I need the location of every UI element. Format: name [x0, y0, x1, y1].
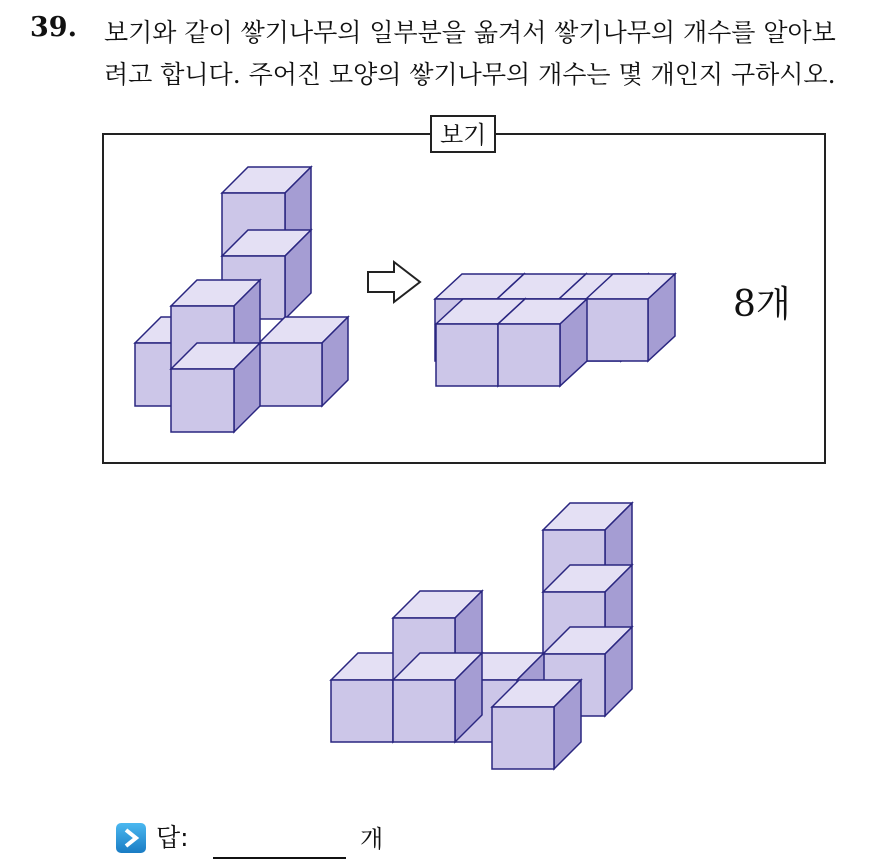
cube-front-face	[393, 680, 455, 742]
cube	[171, 343, 260, 432]
cube-front-face	[498, 324, 560, 386]
cube-front-face	[259, 343, 322, 406]
cube-front-face	[586, 299, 648, 361]
cube	[393, 653, 482, 742]
cube	[498, 299, 587, 386]
cube	[259, 317, 348, 406]
cube-front-face	[171, 369, 234, 432]
question-stack	[331, 503, 632, 769]
answer-label: 답:	[156, 823, 189, 852]
example-count: 8개	[733, 284, 791, 325]
transform-arrow-icon	[368, 262, 420, 302]
cube-front-face	[331, 680, 393, 742]
example-rearranged-stack	[435, 274, 675, 386]
question-line-1: 보기와 같이 쌓기나무의 일부분을 옮겨서 쌓기나무의 개수를 알아보	[104, 18, 836, 47]
cube-front-face	[492, 707, 554, 769]
example-box-label: 보기	[430, 115, 496, 153]
answer-unit: 개	[360, 825, 384, 853]
question-number: 39.	[30, 12, 77, 43]
question-line-2: 려고 합니다. 주어진 모양의 쌓기나무의 개수는 몇 개인지 구하시오.	[104, 60, 836, 89]
answer-blank[interactable]	[213, 857, 346, 859]
answer-arrow-icon	[116, 823, 146, 853]
cube	[492, 680, 581, 769]
example-original-stack	[135, 167, 348, 432]
cube	[586, 274, 675, 361]
cube-front-face	[436, 324, 498, 386]
